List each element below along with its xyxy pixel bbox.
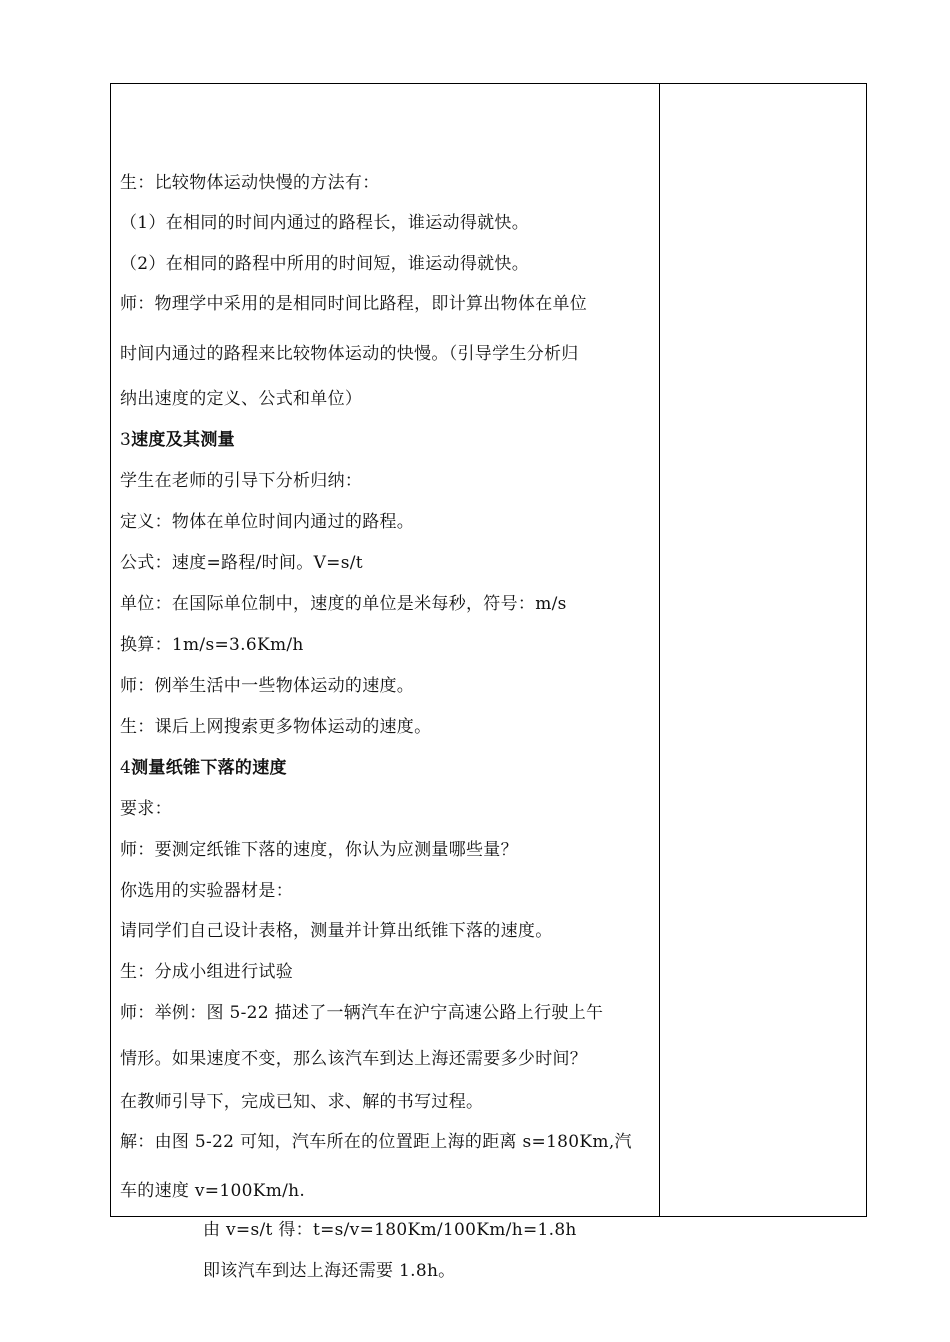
section-number: 3 (120, 430, 132, 450)
text-line: 定义：物体在单位时间内通过的路程。 (120, 512, 415, 532)
section-heading (120, 757, 287, 779)
text-line: 公式：速度=路程/时间。V=s/t (120, 553, 363, 573)
text-line: 时间内通过的路程来比较物体运动的快慢。（引导学生分析归 (120, 344, 579, 364)
text-line: 在教师引导下，完成已知、求、解的书写过程。 (120, 1092, 484, 1112)
text-line: 师：物理学中采用的是相同时间比路程，即计算出物体在单位 (120, 294, 588, 314)
notes-cell (660, 84, 866, 1216)
section-number: 4 (120, 758, 132, 778)
lesson-table (110, 83, 867, 1281)
text-line: 由 v=s/t 得：t=s/v=180Km/100Km/h=1.8h (203, 1220, 577, 1240)
content-cell (111, 84, 659, 1281)
text-line: 要求： (120, 799, 172, 819)
text-line: 师：举例：图 5-22 描述了一辆汽车在沪宁高速公路上行驶上午 (120, 1003, 604, 1023)
text-line: 解：由图 5-22 可知，汽车所在的位置距上海的距离 s=180Km,汽 (120, 1132, 632, 1152)
text-line: 单位：在国际单位制中，速度的单位是米每秒，符号：m/s (120, 594, 567, 614)
section-title: 测量纸锥下落的速度 (131, 758, 287, 778)
text-line: 换算：1m/s=3.6Km/h (120, 635, 304, 655)
text-line: （2）在相同的路程中所用的时间短，谁运动得就快。 (120, 254, 530, 274)
text-line: 即该汽车到达上海还需要 1.8h。 (203, 1261, 456, 1281)
text-line: 师：要测定纸锥下落的速度，你认为应测量哪些量？ (120, 840, 518, 860)
text-line: 请同学们自己设计表格，测量并计算出纸锥下落的速度。 (120, 921, 553, 941)
text-line: 车的速度 v=100Km/h. (120, 1181, 306, 1201)
section-title: 速度及其测量 (131, 430, 235, 450)
text-line: 学生在老师的引导下分析归纳： (120, 471, 363, 491)
section-heading (120, 429, 235, 451)
text-line: 你选用的实验器材是： (120, 881, 293, 901)
text-line: 生：课后上网搜索更多物体运动的速度。 (120, 717, 432, 737)
text-line: 师：例举生活中一些物体运动的速度。 (120, 676, 415, 696)
text-line: 生：分成小组进行试验 (120, 962, 293, 982)
text-line: （1）在相同的时间内通过的路程长，谁运动得就快。 (120, 213, 530, 233)
text-line: 生：比较物体运动快慢的方法有： (120, 173, 380, 193)
text-line: 纳出速度的定义、公式和单位） (120, 389, 363, 409)
text-line: 情形。如果速度不变，那么该汽车到达上海还需要多少时间？ (120, 1049, 588, 1069)
